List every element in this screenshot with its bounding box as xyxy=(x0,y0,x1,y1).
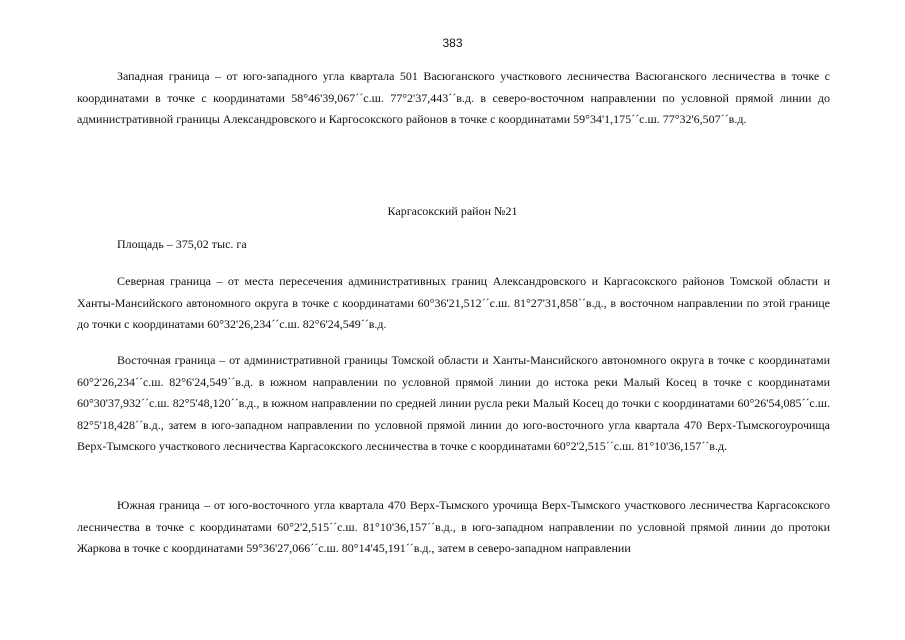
west-border-paragraph: Западная граница – от юго-западного угла квартала 501 Васюганского участкового лесничества Васюганского лесничества в точке с координатами в точке с координатами 58°46'39,067´´с.ш. 77°2'37,443´´в.д. в северо-восточном направлении по условной прямой линии до административной границы Александровского и Каргосокского районов в точке с координатами 59°34'1,175´´с.ш. 77°32'6,507´´в.д. xyxy=(77,69,830,126)
district-heading: Каргасокский район №21 xyxy=(387,204,518,218)
area-line: Площадь – 375,02 тыс. га xyxy=(117,237,247,251)
page-number: 383 xyxy=(442,36,463,50)
south-border-paragraph: Южная граница – от юго-восточного угла квартала 470 Верх-Тымского урочища Верх-Тымского участкового лесничества Каргасокского лесничества в точке с координатами 60°2'2,515´´с.ш. 81°10'36,157´´в.д., в юго-западном направлении по условной прямой линии до протоки Жаркова в точке с координатами 59°36'27,066´´с.ш. 80°14'45,191´´в.д., затем в северо-западном направлении xyxy=(77,498,830,555)
east-border-paragraph: Восточная граница – от административной границы Томской области и Ханты-Мансийского автономного округа в точке с координатами 60°2'26,234´´с.ш. 82°6'24,549´´в.д. в южном направлении по условной прямой линии до истока реки Малый Косец в точке с координатами 60°30'37,932´´с.ш. 82°5'48,120´´в.д., в южном направлении по средней линии русла реки Малый Косец до точки с координатами 60°26'54,085´´с.ш. 82°5'18,428´´в.д., затем в юго-западном направлении по условной прямой линии до юго-восточного угла квартала 470 Верх-Тымскогоурочища Верх-Тымского участкового лесничества Каргасокского лесничества в точке с координатами 60°2'2,515´´с.ш. 81°10'36,157´´в.д. xyxy=(77,353,830,453)
north-border-paragraph: Северная граница – от места пересечения административных границ Александровского и Каргасокского районов Томской области и Ханты-Мансийского автономного округа в точке с координатами 60°36'21,512´´с.ш. 81°27'31,858´´в.д., в восточном направлении по этой границе до точки с координатами 60°32'26,234´´с.ш. 82°6'24,549´´в.д. xyxy=(77,274,830,331)
